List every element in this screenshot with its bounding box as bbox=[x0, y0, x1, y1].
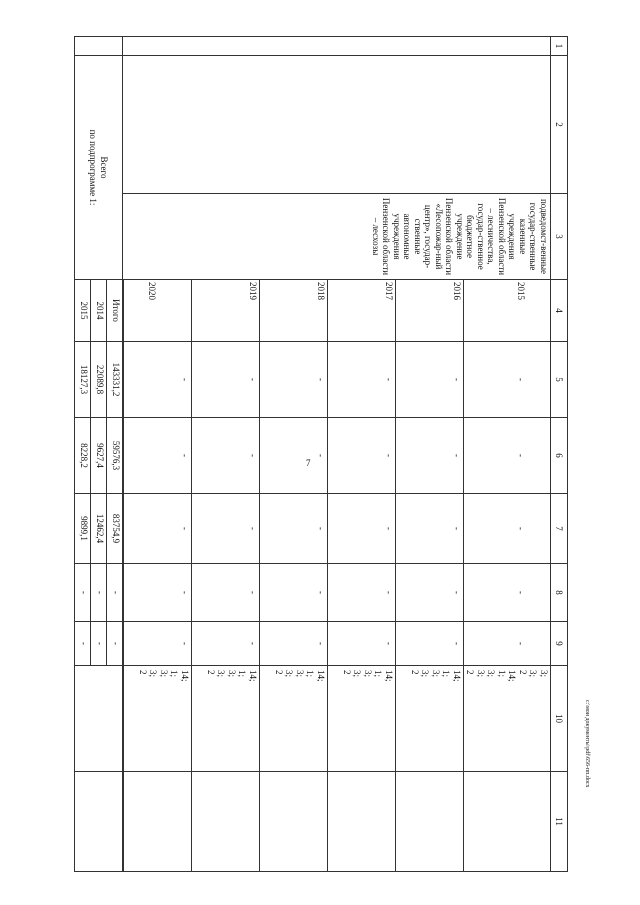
value-cell: - bbox=[396, 622, 464, 666]
total-value: 9627,4 bbox=[91, 418, 107, 494]
total-value: - bbox=[91, 564, 107, 622]
value-cell: - bbox=[260, 418, 328, 494]
value-cell: - bbox=[464, 564, 551, 622]
year-cell: 2017 bbox=[328, 280, 396, 342]
col11-cell bbox=[192, 772, 260, 872]
total-value: 8228,2 bbox=[75, 418, 91, 494]
value-cell: - bbox=[124, 494, 192, 564]
year-cell: 2015 bbox=[464, 280, 551, 342]
total-value: 12462,4 bbox=[91, 494, 107, 564]
program-table bbox=[74, 36, 568, 872]
col2-cell bbox=[123, 56, 551, 194]
total-row-itogo bbox=[107, 37, 123, 872]
header-cell-9: 9 bbox=[551, 622, 568, 666]
value-cell: - bbox=[260, 494, 328, 564]
total-col1-cell bbox=[75, 37, 123, 56]
total-value: - bbox=[107, 622, 123, 666]
value-cell: - bbox=[260, 622, 328, 666]
top-indicator: 3; 3; 2 bbox=[518, 670, 549, 678]
col11-cell bbox=[124, 772, 192, 872]
year-cell: 2016 bbox=[396, 280, 464, 342]
year-cell: 2020 bbox=[124, 280, 192, 342]
col11-cell bbox=[260, 772, 328, 872]
value-cell: - bbox=[328, 342, 396, 418]
value-cell: - bbox=[124, 418, 192, 494]
footer-file-path: c:\мои документы\pdf\656-пп.docx bbox=[584, 700, 590, 788]
header-cell-7: 7 bbox=[551, 494, 568, 564]
indicator-cell: 14; 1; 3; 3; 2 bbox=[328, 666, 396, 772]
total-value: - bbox=[91, 622, 107, 666]
total-value: - bbox=[75, 622, 91, 666]
value-cell: - bbox=[328, 494, 396, 564]
value-cell: - bbox=[396, 564, 464, 622]
value-cell: - bbox=[192, 342, 260, 418]
total-value: - bbox=[75, 564, 91, 622]
value-cell: - bbox=[124, 564, 192, 622]
total-col11-cell bbox=[75, 772, 123, 872]
total-value: 83754,9 bbox=[107, 494, 123, 564]
col11-cell bbox=[464, 772, 551, 872]
value-cell: - bbox=[260, 342, 328, 418]
value-cell: - bbox=[396, 342, 464, 418]
header-cell-5: 5 bbox=[551, 342, 568, 418]
total-value: 59576,3 bbox=[107, 418, 123, 494]
col1-cell bbox=[123, 37, 551, 56]
header-cell-2: 2 bbox=[551, 56, 568, 194]
indicator-cell: 14; 1; 3; 3; 2 bbox=[124, 666, 192, 772]
value-cell: - bbox=[464, 418, 551, 494]
col11-cell bbox=[396, 772, 464, 872]
organization-cell: подведомст-венные государ-ственные казенные учреждения Пензенской области – лесничества, государ-ственное бюджетное учреждение Пензенской области «Лесопожар-ный центр», государ-ственные автономные учреждения Пензенской области – лесхозы bbox=[123, 194, 551, 280]
indicator-cell: 14; 1; 3; 3; 2 bbox=[192, 666, 260, 772]
header-row bbox=[551, 37, 568, 872]
total-col10-cell bbox=[75, 666, 123, 772]
total-label: Всего по подпрограмме 1: bbox=[75, 56, 123, 280]
value-cell: - bbox=[192, 564, 260, 622]
value-cell: - bbox=[124, 342, 192, 418]
indicator-cell bbox=[464, 666, 551, 772]
year-cell: 2019 bbox=[192, 280, 260, 342]
indicator-2015: 14; 1; 3; 3; 2 bbox=[465, 670, 518, 682]
total-value: - bbox=[107, 564, 123, 622]
page-number: 7 bbox=[306, 458, 311, 468]
total-value: 9899,1 bbox=[75, 494, 91, 564]
value-cell: - bbox=[192, 494, 260, 564]
value-cell: - bbox=[192, 418, 260, 494]
total-value: 22089,8 bbox=[91, 342, 107, 418]
value-cell: - bbox=[328, 622, 396, 666]
indicator-cell: 14; 1; 3; 3; 2 bbox=[260, 666, 328, 772]
value-cell: - bbox=[464, 342, 551, 418]
header-cell-6: 6 bbox=[551, 418, 568, 494]
value-cell: - bbox=[396, 418, 464, 494]
col11-cell bbox=[328, 772, 396, 872]
value-cell: - bbox=[192, 622, 260, 666]
value-cell: - bbox=[396, 494, 464, 564]
header-cell-4: 4 bbox=[551, 280, 568, 342]
header-cell-11: 11 bbox=[551, 772, 568, 872]
value-cell: - bbox=[464, 494, 551, 564]
value-cell: - bbox=[124, 622, 192, 666]
value-cell: - bbox=[328, 418, 396, 494]
header-cell-10: 10 bbox=[551, 666, 568, 772]
year-cell: 2018 bbox=[260, 280, 328, 342]
rotated-table-wrapper bbox=[64, 36, 568, 871]
total-year-label: 2014 bbox=[91, 280, 107, 342]
total-year-label: Итого bbox=[107, 280, 123, 342]
header-cell-1: 1 bbox=[551, 37, 568, 56]
year-row-2015 bbox=[464, 37, 551, 872]
value-cell: - bbox=[464, 622, 551, 666]
value-cell: - bbox=[328, 564, 396, 622]
total-value: 18127,3 bbox=[75, 342, 91, 418]
header-cell-3: 3 bbox=[551, 194, 568, 280]
value-cell: - bbox=[260, 564, 328, 622]
total-value: 143331,2 bbox=[107, 342, 123, 418]
header-cell-8: 8 bbox=[551, 564, 568, 622]
indicator-cell: 14; 1; 3; 3; 2 bbox=[396, 666, 464, 772]
total-year-label: 2015 bbox=[75, 280, 91, 342]
